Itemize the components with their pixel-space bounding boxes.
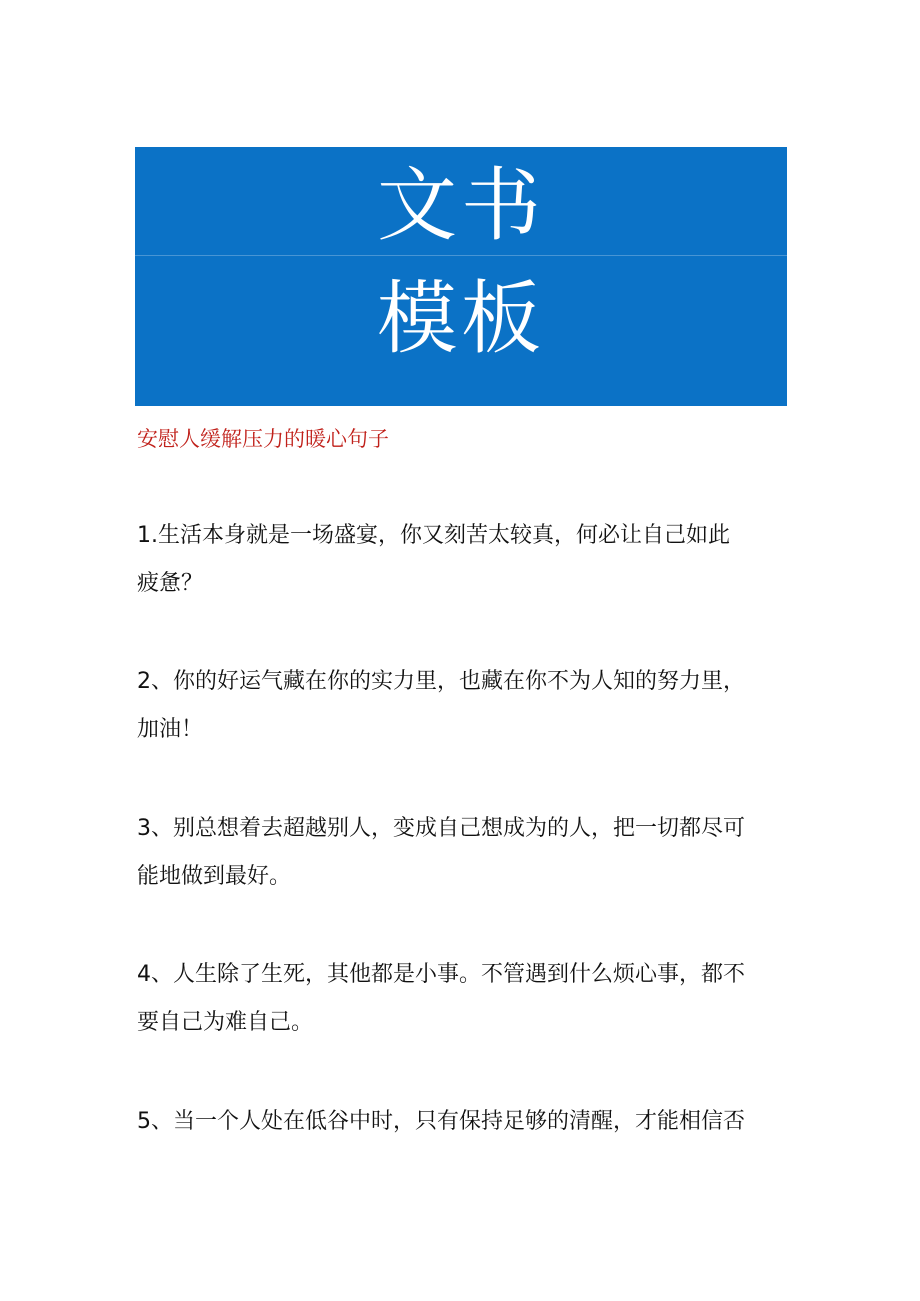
paragraph-line: 5、当一个人处在低谷中时，只有保持足够的清醒，才能相信否: [137, 1109, 745, 1134]
paragraph-3: [137, 805, 787, 901]
paragraph-line: 3、别总想着去超越别人，变成自己想成为的人，把一切都尽可: [137, 816, 745, 841]
paragraph-line: 2、你的好运气藏在你的实力里，也藏在你不为人知的努力里，: [137, 669, 745, 694]
banner-title-line-2: 模板: [377, 272, 545, 365]
cover-banner: [135, 147, 787, 406]
document-title: 安慰人缓解压力的暖心句子: [137, 427, 389, 451]
paragraph-5: [137, 1098, 787, 1146]
paragraph-4: [137, 951, 787, 1047]
paragraph-2: [137, 658, 787, 754]
paragraph-line: 疲惫？: [137, 571, 204, 596]
paragraph-line: 能地做到最好。: [137, 864, 292, 889]
paragraph-1: [137, 512, 787, 608]
paragraph-line: 加油！: [137, 717, 204, 742]
paragraph-line: 要自己为难自己。: [137, 1010, 314, 1035]
banner-divider: [135, 255, 787, 256]
paragraph-line: 1.生活本身就是一场盛宴，你又刻苦太较真，何必让自己如此: [137, 523, 730, 548]
banner-title-line-1: 文书: [377, 159, 545, 252]
paragraph-line: 4、人生除了生死，其他都是小事。不管遇到什么烦心事，都不: [137, 962, 745, 987]
